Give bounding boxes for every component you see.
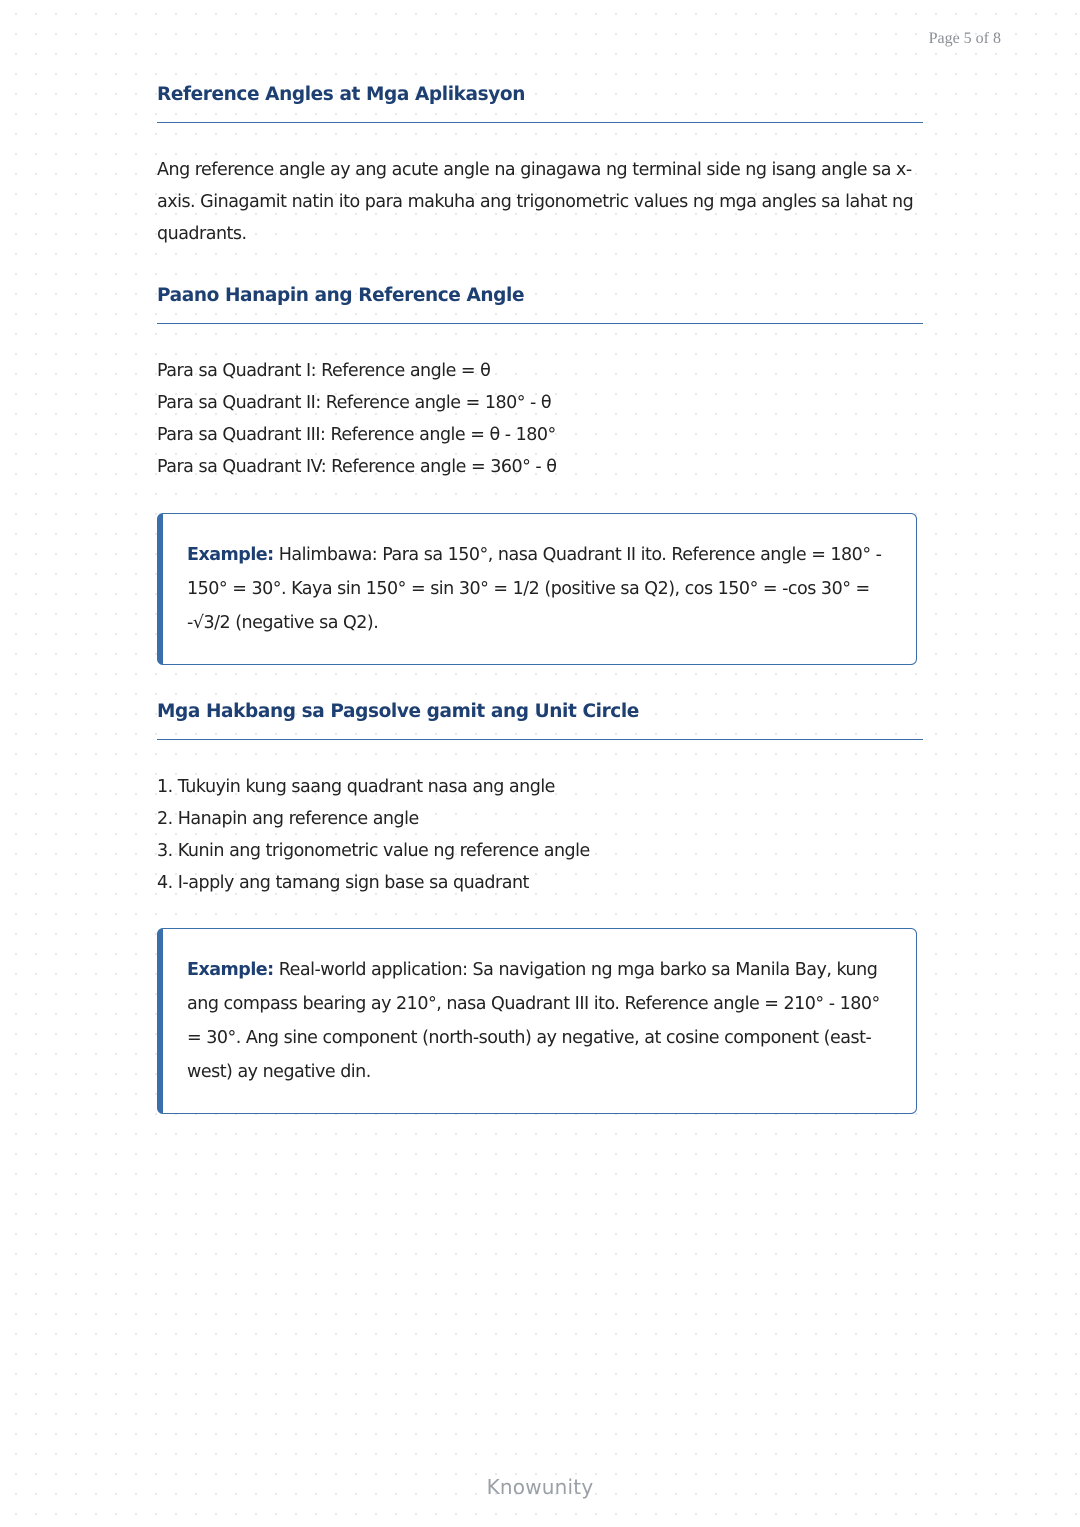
list-item: 3. Kunin ang trigonometric value ng reference angle <box>157 841 590 861</box>
list-item: Para sa Quadrant IV: Reference angle = 360° - θ <box>157 457 557 477</box>
example-body: Real-world application: Sa navigation ng mga barko sa Manila Bay, kung ang compass bearing ay 210°, nasa Quadrant III ito. Reference angle = 210° - 180° = 30°. Ang sine component (north-south) ay negative, at cosine component (east-west) ay negative din. <box>187 960 880 1082</box>
section-title-find-reference-angle: Paano Hanapin ang Reference Angle <box>157 285 525 306</box>
list-item: Para sa Quadrant I: Reference angle = θ <box>157 361 491 381</box>
example-box-reference-angle <box>157 513 917 665</box>
section-title-reference-angles: Reference Angles at Mga Aplikasyon <box>157 84 525 105</box>
example-text <box>187 538 890 640</box>
example-body: Halimbawa: Para sa 150°, nasa Quadrant II ito. Reference angle = 180° - 150° = 30°. Kaya sin 150° = sin 30° = 1/2 (positive sa Q2), cos 150° = -cos 30° = -√3/2 (negative sa Q2). <box>187 545 882 633</box>
list-item: 4. I-apply ang tamang sign base sa quadrant <box>157 873 529 893</box>
list-item: Para sa Quadrant III: Reference angle = θ - 180° <box>157 425 556 445</box>
section-divider <box>157 739 923 740</box>
example-text <box>187 953 890 1089</box>
page-number: Page 5 of 8 <box>928 30 1001 47</box>
section-divider <box>157 323 923 324</box>
quadrant-rules-list <box>157 355 923 483</box>
list-item: Para sa Quadrant II: Reference angle = 180° - θ <box>157 393 552 413</box>
example-label: Example: <box>187 545 274 565</box>
list-item: 1. Tukuyin kung saang quadrant nasa ang angle <box>157 777 555 797</box>
example-label: Example: <box>187 960 274 980</box>
unit-circle-steps-list <box>157 771 923 899</box>
section-divider <box>157 122 923 123</box>
example-box-navigation <box>157 928 917 1114</box>
intro-paragraph: Ang reference angle ay ang acute angle na ginagawa ng terminal side ng isang angle sa x-axis. Ginagamit natin ito para makuha ang trigonometric values ng mga angles sa lahat ng quadrants. <box>157 160 914 244</box>
section-title-unit-circle-steps: Mga Hakbang sa Pagsolve gamit ang Unit Circle <box>157 701 639 722</box>
list-item: 2. Hanapin ang reference angle <box>157 809 419 829</box>
footer-brand-logo: Knowunity <box>486 1475 594 1499</box>
